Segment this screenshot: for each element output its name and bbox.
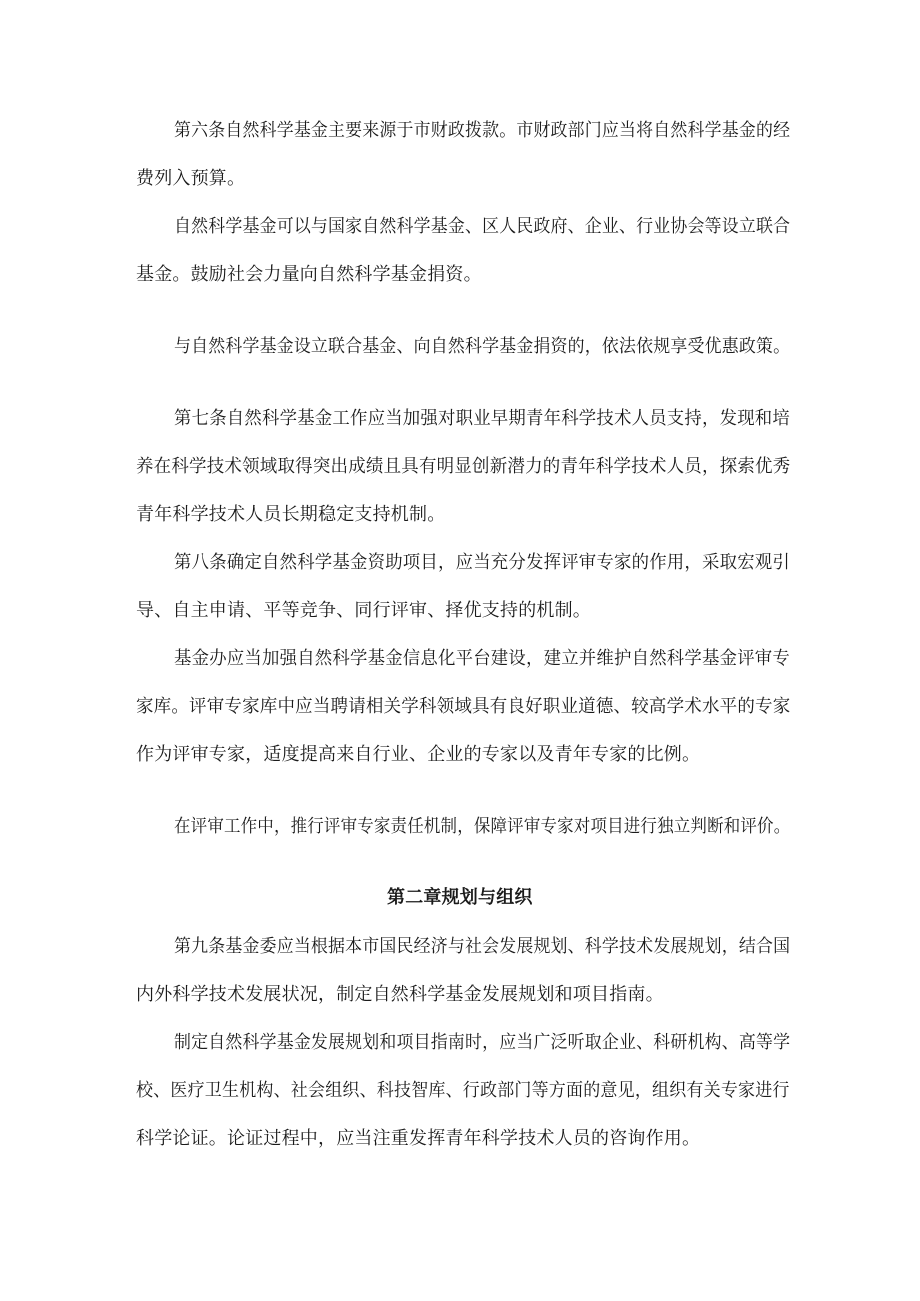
- text-line: 养在科学技术领域取得突出成绩且具有明显创新潜力的青年科学技术人员，探索优秀: [136, 456, 791, 477]
- text-line: 校、医疗卫生机构、社会组织、科技智库、行政部门等方面的意见，组织有关专家进行: [136, 1080, 790, 1101]
- text-line: 基金办应当加强自然科学基金信息化平台建设，建立并维护自然科学基金评审专: [174, 648, 790, 669]
- text-line: 家库。评审专家库中应当聘请相关学科领域具有良好职业道德、较高学术水平的专家: [136, 696, 791, 717]
- text-line: 自然科学基金可以与国家自然科学基金、区人民政府、企业、行业协会等设立联合: [174, 216, 791, 237]
- text-line: 与自然科学基金设立联合基金、向自然科学基金捐资的，依法依规享受优惠政策。: [174, 336, 791, 357]
- text-line: 第九条基金委应当根据本市国民经济与社会发展规划、科学技术发展规划，结合国: [174, 936, 791, 957]
- text-line: 第六条自然科学基金主要来源于市财政拨款。市财政部门应当将自然科学基金的经: [174, 120, 791, 141]
- text-line: 青年科学技术人员长期稳定支持机制。: [136, 504, 446, 525]
- text-line: 科学论证。论证过程中，应当注重发挥青年科学技术人员的咨询作用。: [136, 1128, 701, 1149]
- text-line: 第七条自然科学基金工作应当加强对职业早期青年科学技术人员支持，发现和培: [174, 408, 790, 429]
- text-line: 导、自主申请、平等竞争、同行评审、择优支持的机制。: [136, 600, 591, 621]
- text-line: 在评审工作中，推行评审专家责任机制，保障评审专家对项目进行独立判断和评价。: [174, 816, 791, 837]
- text-line: 制定自然科学基金发展规划和项目指南时，应当广泛听取企业、科研机构、高等学: [174, 1032, 791, 1053]
- text-line: 第八条确定自然科学基金资助项目，应当充分发挥评审专家的作用，采取宏观引: [174, 552, 790, 573]
- text-line: 内外科学技术发展状况，制定自然科学基金发展规划和项目指南。: [136, 984, 664, 1005]
- chapter-heading: 第二章规划与组织: [387, 887, 533, 908]
- text-line: 基金。鼓励社会力量向自然科学基金捐资。: [136, 264, 482, 285]
- text-line: 费列入预算。: [136, 168, 246, 189]
- text-line: 作为评审专家，适度提高来自行业、企业的专家以及青年专家的比例。: [136, 744, 701, 765]
